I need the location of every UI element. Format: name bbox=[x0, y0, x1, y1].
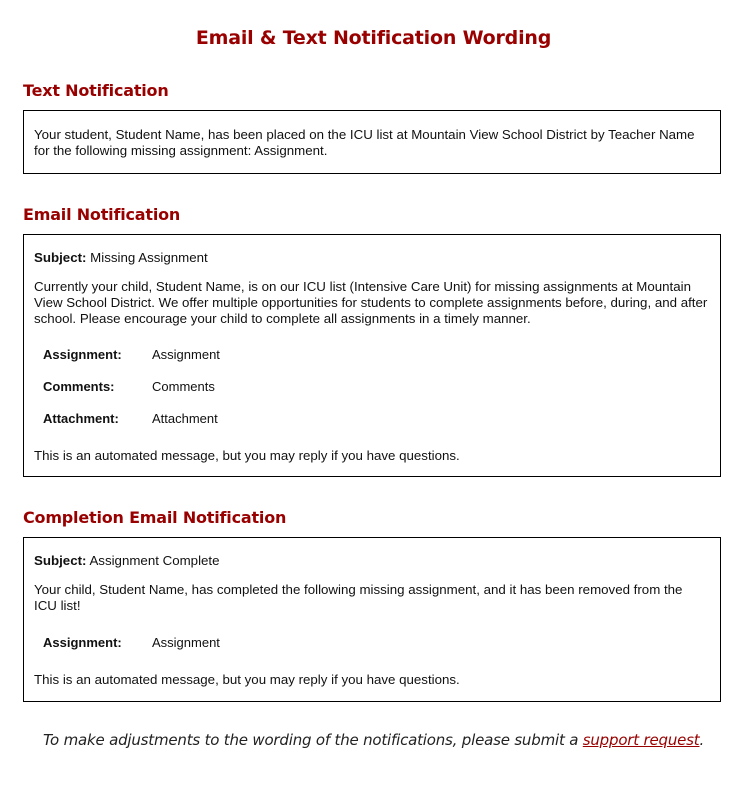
footer-note bbox=[0, 731, 747, 749]
email-body: Currently your child, Student Name, is on our ICU list (Intensive Care Unit) for missing assignments at Mountain View School District. We offer multiple opportunities for students to complete assignments before, during, and after school. Please encourage your child to complete all assignments in a timely manner. bbox=[34, 279, 708, 326]
email-field-value: Comments bbox=[152, 379, 215, 394]
completion-field-label: Assignment: bbox=[43, 635, 122, 650]
completion-body: Your child, Student Name, has completed the following missing assignment, and it has been removed from the ICU list! bbox=[34, 582, 683, 613]
text-notification-body: Your student, Student Name, has been placed on the ICU list at Mountain View School District by Teacher Name for the following missing assignment: Assignment. bbox=[34, 127, 695, 158]
email-field-value: Assignment bbox=[152, 347, 220, 362]
email-subject-label: Subject: bbox=[34, 250, 87, 265]
email-field-row bbox=[43, 347, 220, 363]
completion-subject-line bbox=[34, 553, 708, 569]
text-notification-heading: Text Notification bbox=[23, 81, 169, 100]
email-notification-heading: Email Notification bbox=[23, 205, 181, 224]
email-field-row bbox=[43, 411, 218, 427]
email-field-label: Comments: bbox=[43, 379, 115, 394]
email-subject-value: Missing Assignment bbox=[90, 250, 208, 265]
footer-text-end: . bbox=[699, 731, 705, 749]
completion-field-row bbox=[43, 635, 220, 651]
completion-notification-heading: Completion Email Notification bbox=[23, 508, 287, 527]
email-closing: This is an automated message, but you may reply if you have questions. bbox=[34, 448, 460, 463]
email-subject-line bbox=[34, 250, 708, 266]
email-field-label: Assignment: bbox=[43, 347, 122, 362]
footer-text: To make adjustments to the wording of the notifications, please submit a bbox=[42, 731, 583, 749]
email-notification-box bbox=[23, 234, 721, 477]
email-field-label: Attachment: bbox=[43, 411, 119, 426]
page-title: Email & Text Notification Wording bbox=[195, 27, 552, 49]
email-field-value: Attachment bbox=[152, 411, 218, 426]
completion-closing: This is an automated message, but you may reply if you have questions. bbox=[34, 672, 460, 687]
completion-subject-label: Subject: bbox=[34, 553, 87, 568]
email-field-row bbox=[43, 379, 215, 395]
text-notification-box bbox=[23, 110, 721, 174]
support-request-link[interactable]: support request bbox=[582, 731, 700, 749]
completion-subject-value: Assignment Complete bbox=[89, 553, 220, 568]
completion-field-value: Assignment bbox=[152, 635, 220, 650]
completion-notification-box bbox=[23, 537, 721, 702]
